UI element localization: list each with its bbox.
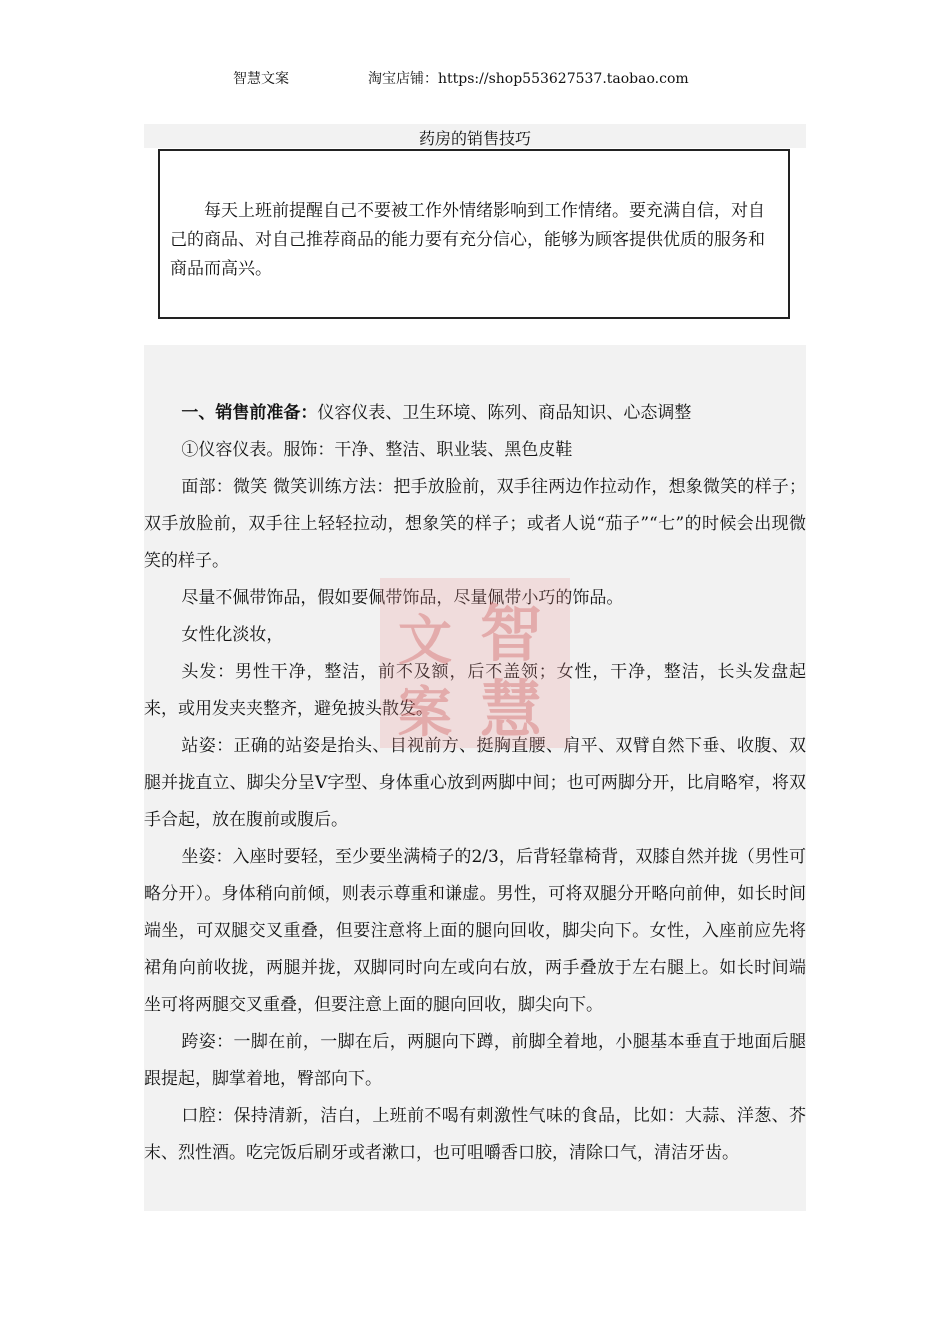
section-heading [144, 395, 806, 432]
watermark-stamp [380, 578, 570, 748]
stamp-char: 文 [398, 609, 452, 672]
page-header [0, 68, 950, 92]
brand-label: 智慧文案 [233, 71, 289, 87]
content-body [144, 395, 806, 1172]
content-panel [144, 345, 806, 1211]
title-bar [144, 124, 806, 148]
stamp-char: 案 [398, 681, 452, 744]
shop-url: 淘宝店铺：https://shop553627537.taobao.com [368, 71, 689, 87]
section-heading-text: 仪容仪表、卫生环境、陈列、商品知识、心态调整 [317, 403, 692, 423]
paragraph-standing: 站姿：正确的站姿是抬头、目视前方、挺胸直腰、肩平、双臂自然下垂、收腹、双腿并拢直立、脚尖分呈V字型、身体重心放到两脚中间；也可两脚分开，比肩略窄，将双手合起，放在腹前或腹后。 [144, 736, 806, 830]
intro-box [158, 149, 790, 319]
paragraph-hair: 头发：男性干净，整洁，前不及额，后不盖领；女性，干净，整洁，长头发盘起来，或用发夹夹整齐，避免披头散发。 [144, 662, 806, 719]
section-heading-label: 一、销售前准备： [181, 403, 318, 423]
paragraph-appearance: ①仪容仪表。服饰：干净、整洁、职业装、黑色皮鞋 [181, 440, 573, 460]
stamp-char: 智 [480, 597, 543, 670]
paragraph-makeup: 女性化淡妆， [181, 625, 284, 645]
document-title: 药房的销售技巧 [418, 129, 531, 148]
paragraph-oral: 口腔：保持清新，洁白，上班前不喝有刺激性气味的食品，比如：大蒜、洋葱、芥末、烈性酒。吃完饭后刷牙或者漱口，也可咀嚼香口胶，清除口气，清洁牙齿。 [144, 1106, 806, 1163]
paragraph-face: 面部：微笑 微笑训练方法：把手放脸前，双手往两边作拉动作，想象微笑的样子；双手放脸前，双手往上轻轻拉动，想象笑的样子；或者人说“茄子”“七”的时候会出现微笑的样子。 [144, 477, 806, 571]
intro-text: 每天上班前提醒自己不要被工作外情绪影响到工作情绪。要充满自信，对自己的商品、对自己推荐商品的能力要有充分信心，能够为顾客提供优质的服务和商品而高兴。 [170, 201, 765, 279]
stamp-char: 慧 [480, 673, 543, 746]
paragraph-sitting: 坐姿：入座时要轻，至少要坐满椅子的2/3，后背轻靠椅背，双膝自然并拢（男性可略分开）。身体稍向前倾，则表示尊重和谦虚。男性，可将双腿分开略向前伸，如长时间端坐，可双腿交叉重叠，但要注意将上面的腿向回收，脚尖向下。女性，入座前应先将裙角向前收拢，两腿并拢，双脚同时向左或向右放，两手叠放于左右腿上。如长时间端坐可将两腿交叉重叠，但要注意上面的腿向回收，脚尖向下。 [144, 847, 806, 1015]
paragraph-accessories: 尽量不佩带饰品，假如要佩带饰品，尽量佩带小巧的饰品。 [181, 588, 624, 608]
paragraph-squatting: 跨姿：一脚在前，一脚在后，两腿向下蹲，前脚全着地，小腿基本垂直于地面后腿跟提起，脚掌着地，臀部向下。 [144, 1032, 806, 1089]
